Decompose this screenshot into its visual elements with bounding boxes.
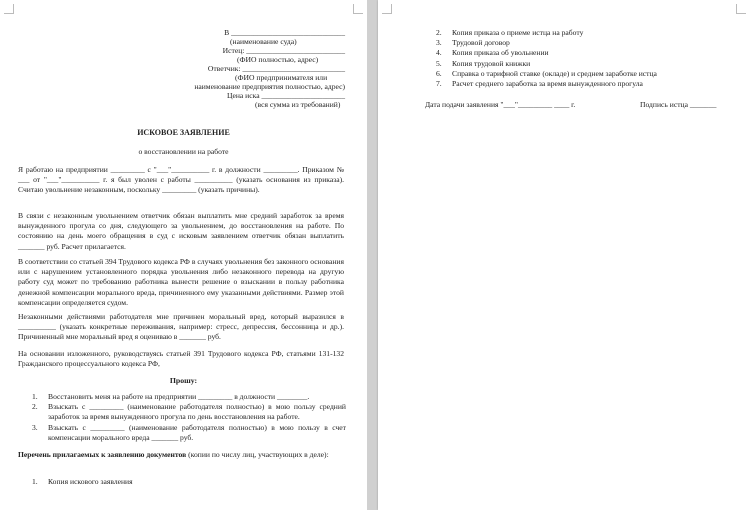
list-text: Взыскать с _________ (наименование работодателя полностью) в мою пользу в счет компенсации морального вреда _______ руб. xyxy=(48,422,346,442)
defendant-caption-2: наименование предприятия полностью, адрес) xyxy=(194,82,345,91)
paragraph-moral-damage: Незаконными действиями работодателя мне причинен моральный вред, который выразился в __________ (указать конкретные переживания, например: стресс, депрессия, бессонница и др.). Причиненный мне моральный вред я оцениваю в _______ руб. xyxy=(18,312,344,342)
claim-price-line: Цена иска ______________________ xyxy=(227,91,345,100)
list-number: 2. xyxy=(436,28,442,37)
paragraph-article-394: В соответствии со статьей 394 Трудового кодекса РФ в случаях увольнения без законного основания или с нарушением установленного порядка увольнения либо незаконного перевода на другую работу суд может по требованию работника вынести решение о взыскании в пользу работника денежной компенсации морального вреда, причиненного ему указанными действиями. Размер этой компенсации определяется судом. xyxy=(18,257,344,307)
request-heading: Прошу: xyxy=(169,376,198,385)
plaintiff-caption: (ФИО полностью, адрес) xyxy=(237,55,319,64)
list-item xyxy=(32,423,346,443)
list-text: Восстановить меня на работе на предприятии _________ в должности ________. xyxy=(48,392,310,401)
list-text: Взыскать с _________ (наименование работодателя полностью) в мою пользу средний заработок за время вынужденного прогула по день восстановления на работе. xyxy=(48,402,346,422)
document-page-right xyxy=(378,0,750,510)
list-number: 6. xyxy=(436,68,442,78)
list-item xyxy=(436,48,736,58)
attachments-heading-rest: (копии по числу лиц, участвующих в деле): xyxy=(186,450,329,459)
document-title-text: ИСКОВОЕ ЗАЯВЛЕНИЕ xyxy=(137,128,230,137)
list-text: Копия приказа об увольнении xyxy=(452,48,549,58)
claim-price-caption: (вся сумма из требований) xyxy=(255,100,341,109)
list-item xyxy=(32,392,346,402)
defendant-caption-1: (ФИО предпринимателя или xyxy=(235,73,328,82)
list-item xyxy=(32,477,332,487)
paragraph-basis: На основании изложенного, руководствуясь статьей 391 Трудового кодекса РФ, статьями 131-132 Гражданского процессуального кодекса РФ, xyxy=(18,349,344,369)
list-item xyxy=(436,79,736,89)
paragraph-salary: В связи с незаконным увольнением ответчик обязан выплатить мне средний заработок за время вынужденного прогула со дня, следующего за увольнением, до восстановления на работе. По состоянию на день моего обращения в суд с исковым заявлением ответчик обязан выплатить _______ руб. Расчет прилагается. xyxy=(18,211,344,251)
list-number: 4. xyxy=(436,48,442,58)
list-number: 7. xyxy=(436,79,442,89)
list-text: Копия трудовой книжки xyxy=(452,58,531,68)
page-corner-mark xyxy=(353,4,363,14)
document-subtitle: о восстановлении на работе xyxy=(138,147,229,156)
attachments-heading xyxy=(18,450,344,460)
list-text: Копия искового заявления xyxy=(48,477,133,486)
list-item xyxy=(436,59,736,69)
page-corner-mark xyxy=(4,4,14,14)
page-gap xyxy=(367,0,378,510)
list-number: 1. xyxy=(32,477,38,486)
list-text: Расчет среднего заработка за время вынужденного прогула xyxy=(452,79,643,89)
list-number: 1. xyxy=(32,392,38,401)
list-item xyxy=(436,38,736,48)
signature-line: Подпись истца _______ xyxy=(640,100,717,109)
list-number: 2. xyxy=(32,402,38,412)
submission-date-line: Дата подачи заявления "___"_________ ____ г. xyxy=(425,100,576,109)
list-text: Справка о тарифной ставке (окладе) и среднем заработке истца xyxy=(452,68,657,78)
list-number: 5. xyxy=(436,58,442,68)
attachments-list-start xyxy=(32,477,332,487)
list-text: Трудовой договор xyxy=(452,38,510,48)
document-page-left xyxy=(0,0,367,510)
page-corner-mark xyxy=(736,4,746,14)
list-text: Копия приказа о приеме истца на работу xyxy=(452,28,584,37)
list-number: 3. xyxy=(32,422,38,432)
paragraph-employment: Я работаю на предприятии _________ с "___"__________ г. в должности _________. Приказом № ___ от "___"__________ г. я был уволен с работы __________ (указать основания из приказа). Считаю увольнение незаконным, поскольку _________ (указать причины). xyxy=(18,165,344,195)
court-caption: (наименование суда) xyxy=(230,37,297,46)
list-item xyxy=(436,28,736,38)
document-title xyxy=(0,128,367,137)
page-corner-mark xyxy=(382,4,392,14)
defendant-line: Ответчик: ___________________________ xyxy=(207,64,345,73)
plaintiff-line: Истец: __________________________ xyxy=(222,46,345,55)
list-number: 3. xyxy=(436,38,442,48)
list-item xyxy=(436,69,736,79)
request-list xyxy=(32,392,346,443)
list-item xyxy=(32,402,346,422)
attachments-heading-bold: Перечень прилагаемых к заявлению документов xyxy=(18,450,187,459)
court-line: В ______________________________ xyxy=(224,28,345,37)
attachments-list-continued xyxy=(436,28,736,89)
